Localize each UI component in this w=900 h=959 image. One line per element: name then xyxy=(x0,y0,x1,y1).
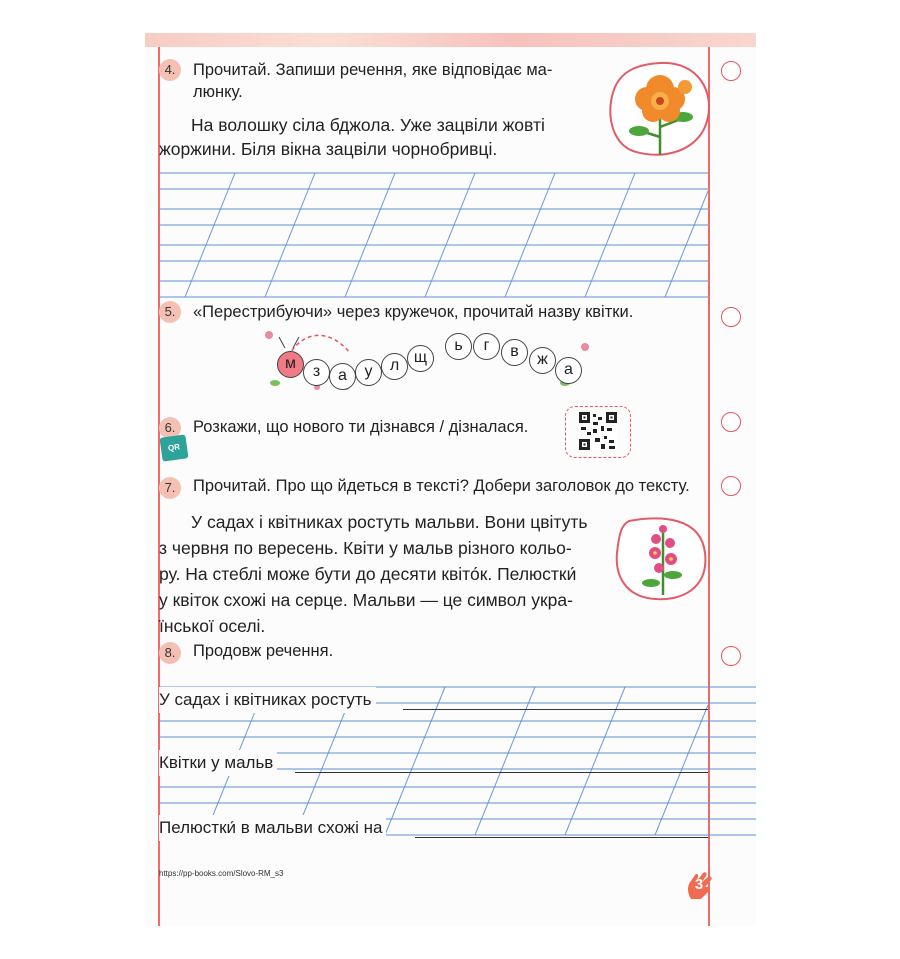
sentence-starter-3: Пелюстки́ в мальви схожі на xyxy=(159,815,386,841)
qr-code-icon xyxy=(579,412,617,450)
task-number: 7. xyxy=(159,477,181,499)
task-6-instruction: Розкажи, що нового ти дізнався / дізналася. xyxy=(193,418,529,436)
task-4-text-line: На волошку сіла бджола. Уже зацвіли жовті xyxy=(191,115,545,135)
task-number: 5. xyxy=(159,301,181,323)
task-7-text-line: У садах і квітниках ростуть мальви. Вони цвітуть xyxy=(191,512,588,532)
task-4-instruction: Прочитай. Запиши речення, яке відповідає ма- xyxy=(193,61,553,79)
qr-code-frame[interactable] xyxy=(565,406,631,458)
check-circle[interactable] xyxy=(721,476,741,496)
letter-bead: л xyxy=(381,353,408,380)
letter-bead: ж xyxy=(529,347,556,374)
task-7-text-line: їнської оселі. xyxy=(159,616,266,636)
task-8-instruction: Продовж речення. xyxy=(193,642,334,660)
answer-line[interactable] xyxy=(415,837,708,838)
task-7-text-line: ру. На стеблі може бути до десяти квіто́к. Пелюстки́ xyxy=(159,564,577,584)
workbook-page xyxy=(145,33,756,926)
letter-bead: з xyxy=(303,359,330,386)
task-number: 6. xyxy=(159,417,181,439)
dahlia-flower-image xyxy=(603,57,717,161)
task-number: 8. xyxy=(159,642,181,664)
sentence-starter-2: Квітки у мальв xyxy=(159,750,277,776)
task-5-instruction: «Перестрибуючи» через кружечок, прочитай назву квітки. xyxy=(193,303,634,321)
check-circle[interactable] xyxy=(721,61,741,81)
top-decoration xyxy=(145,33,756,47)
letter-bead: у xyxy=(355,359,382,386)
letter-bead: ь xyxy=(445,333,472,360)
mallow-flower-image xyxy=(611,513,711,603)
task-4-instruction-cont: люнку. xyxy=(193,83,243,101)
letter-bead: в xyxy=(501,339,528,366)
check-circle[interactable] xyxy=(721,412,741,432)
page-number: 3 xyxy=(694,876,704,893)
footer-url[interactable]: https://pp-books.com/Slovo-RM_s3 xyxy=(159,869,284,878)
sentence-starter-1: У садах і квітниках ростуть xyxy=(159,687,376,713)
task-7-text-line: з червня по вересень. Квіти у мальв різного кольо- xyxy=(159,538,572,558)
qr-badge-icon: QR xyxy=(159,434,188,461)
task-7-text-line: у квіток схожі на серце. Мальви — це символ укра- xyxy=(159,590,573,610)
check-circle[interactable] xyxy=(721,307,741,327)
letter-bead: м xyxy=(277,351,304,378)
answer-line[interactable] xyxy=(403,709,708,710)
answer-line[interactable] xyxy=(295,772,708,773)
task-7-instruction: Прочитай. Про що йдеться в тексті? Добери заголовок до тексту. xyxy=(193,477,690,495)
letter-bead: г xyxy=(473,333,500,360)
task-4-text-line: жоржини. Біля вікна зацвіли чорнобривці. xyxy=(159,139,498,159)
letter-bead: щ xyxy=(407,345,434,372)
writing-lines xyxy=(145,161,756,301)
letter-bead: а xyxy=(329,363,356,390)
task-number: 4. xyxy=(159,59,181,81)
page-number-badge xyxy=(683,869,715,901)
letter-bead: а xyxy=(555,357,582,384)
